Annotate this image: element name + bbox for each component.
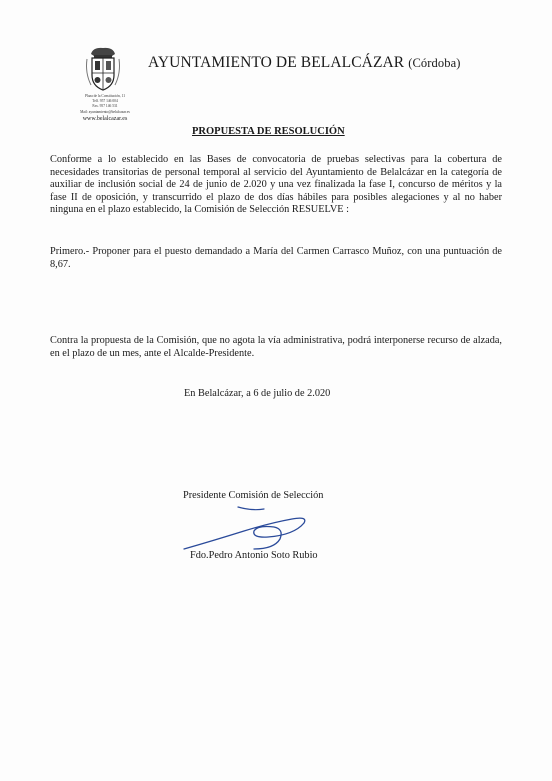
mail-line: Mail: ayuntamiento@belalcazar.es <box>80 109 130 114</box>
fax-line: Fax. 957 146 531 <box>92 104 118 109</box>
phone-line: Telf. 957 146 004 <box>92 99 118 104</box>
document-heading: PROPUESTA DE RESOLUCIÓN <box>192 126 345 137</box>
date-line: En Belalcázar, a 6 de julio de 2.020 <box>184 388 331 399</box>
province-text: (Córdoba) <box>408 56 461 70</box>
paragraph-intro: Conforme a lo establecido en las Bases de convocatoria de pruebas selectivas para la cobertura de necesidades transitorias de personal temporal al servicio del Ayuntamiento de Belalcázar en la categoría de auxiliar de inclusión social de 24 de junio de 2.020 y una vez finalizada la fase I, concurso de méritos y la fase II de oposición, y transcurrido el plazo de dos días hábiles para posibles alegaciones y al no haber ninguna en el plazo establecido, la Comisión de Selección RESUELVE : <box>50 154 502 216</box>
address-block <box>60 94 150 123</box>
paragraph-resolution: Primero.- Proponer para el puesto demandado a María del Carmen Carrasco Muñoz, con una puntuación de 8,67. <box>50 246 502 270</box>
coat-of-arms-icon <box>83 45 123 92</box>
handwritten-signature <box>182 505 342 553</box>
signer-name: Fdo.Pedro Antonio Soto Rubio <box>190 550 318 561</box>
title-text: AYUNTAMIENTO DE BELALCÁZAR <box>148 54 405 71</box>
municipality-title <box>148 54 461 72</box>
paragraph-appeal: Contra la propuesta de la Comisión, que no agota la vía administrativa, podrá interponerse recurso de alzada, en el plazo de un mes, ante el Alcalde-Presidente. <box>50 335 502 359</box>
signer-role: Presidente Comisión de Selección <box>183 490 324 501</box>
address-line: Plaza de la Constitución, 11 <box>84 94 126 98</box>
website-link[interactable]: www.belalcazar.es <box>82 115 128 122</box>
